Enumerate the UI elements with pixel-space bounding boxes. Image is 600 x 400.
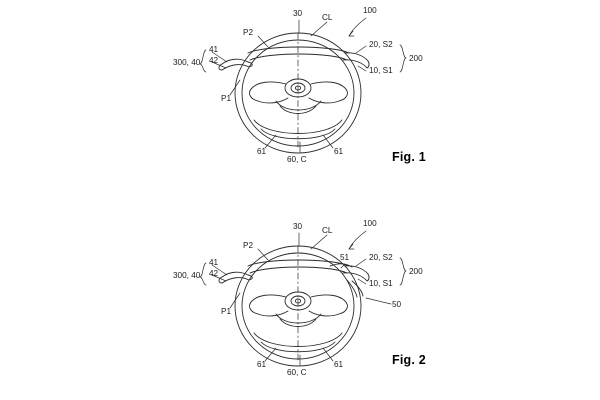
ref-42: 42 xyxy=(209,56,219,65)
left-module-42 xyxy=(222,278,249,283)
ref-61-right: 61 xyxy=(334,147,344,156)
ref-10-s1: 10, S1 xyxy=(369,279,393,288)
ref-50: 50 xyxy=(392,300,402,309)
spoke-left-lower xyxy=(258,98,288,103)
ref-100: 100 xyxy=(363,6,377,15)
ref-60-c: 60, C xyxy=(287,155,307,164)
spoke-right-lower xyxy=(309,311,339,316)
ref-cl: CL xyxy=(322,13,333,22)
ref-300-40: 300, 40 xyxy=(173,271,201,280)
ref-200: 200 xyxy=(409,54,423,63)
ref-10-s1: 10, S1 xyxy=(369,66,393,75)
ref-61-left: 61 xyxy=(257,147,267,156)
spoke-right-upper xyxy=(311,295,347,314)
leader-50 xyxy=(366,298,391,304)
ref-p2: P2 xyxy=(243,241,254,250)
ref-p2: P2 xyxy=(243,28,254,37)
figure-1-labels xyxy=(173,6,423,164)
flap-50-inner xyxy=(347,280,357,297)
spoke-left-upper xyxy=(250,295,286,314)
rim-upper-band-2 xyxy=(250,267,347,273)
ref-p1: P1 xyxy=(221,94,232,103)
rim-upper-band-2 xyxy=(250,54,347,60)
ref-100: 100 xyxy=(363,219,377,228)
ref-61-right: 61 xyxy=(334,360,344,369)
ref-51: 51 xyxy=(340,253,350,262)
ref-60-c: 60, C xyxy=(287,368,307,377)
figure-1-caption: Fig. 1 xyxy=(392,150,426,164)
figure-2-labels xyxy=(173,219,423,377)
leader-10-s1 xyxy=(358,66,366,71)
ref-41: 41 xyxy=(209,258,219,267)
leader-10-s1 xyxy=(358,279,366,284)
ref-61-left: 61 xyxy=(257,360,267,369)
brace-200 xyxy=(400,258,406,285)
ref-30: 30 xyxy=(293,9,303,18)
spoke-left-upper xyxy=(250,82,286,101)
leader-20-s2 xyxy=(356,259,366,266)
figure-2 xyxy=(0,200,600,390)
ref-p1: P1 xyxy=(221,307,232,316)
ref-20-s2: 20, S2 xyxy=(369,253,393,262)
brace-300-40 xyxy=(200,50,206,72)
figure-2-drawing xyxy=(0,200,600,390)
figure-1-drawing xyxy=(0,0,600,190)
left-module-42 xyxy=(222,65,249,70)
spoke-right-upper xyxy=(311,82,347,101)
ref-30: 30 xyxy=(293,222,303,231)
figure-1 xyxy=(0,0,600,190)
spoke-left-lower xyxy=(258,311,288,316)
ref-42: 42 xyxy=(209,269,219,278)
leader-cl xyxy=(311,22,327,36)
spoke-right-lower xyxy=(309,98,339,103)
leader-20-s2 xyxy=(356,46,366,53)
brace-200 xyxy=(400,45,406,72)
ref-300-40: 300, 40 xyxy=(173,58,201,67)
ref-20-s2: 20, S2 xyxy=(369,40,393,49)
ref-cl: CL xyxy=(322,226,333,235)
ref-41: 41 xyxy=(209,45,219,54)
figure-2-caption: Fig. 2 xyxy=(392,353,426,367)
leader-cl xyxy=(311,235,327,249)
ref-200: 200 xyxy=(409,267,423,276)
brace-300-40 xyxy=(200,263,206,285)
